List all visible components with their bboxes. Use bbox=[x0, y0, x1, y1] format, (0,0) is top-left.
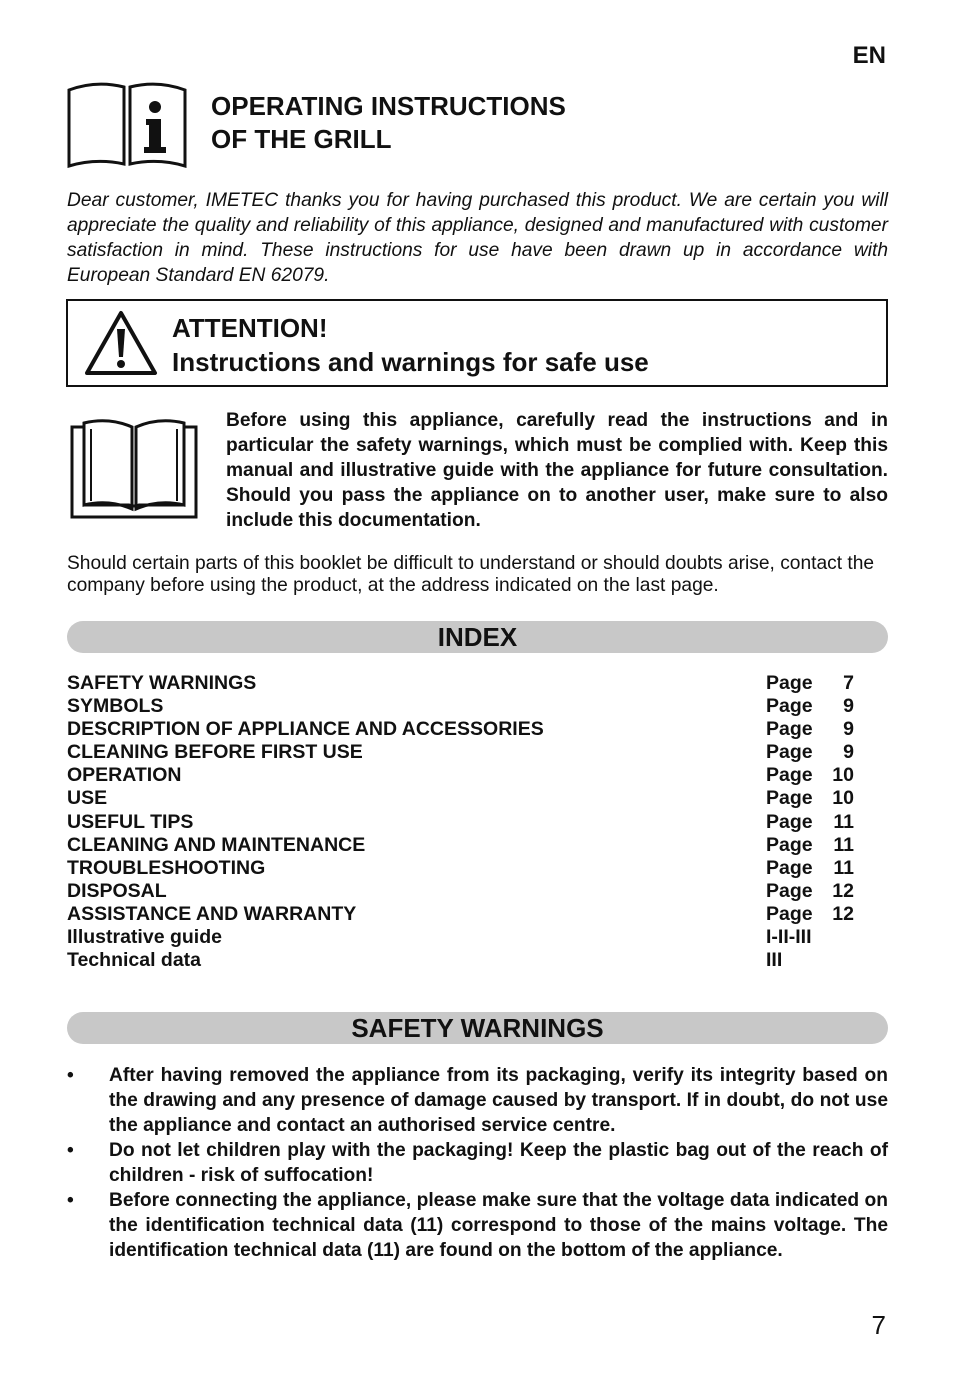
title-line-1: OPERATING INSTRUCTIONS bbox=[211, 91, 566, 121]
index-entry-page-number: 9 bbox=[843, 718, 854, 741]
index-row bbox=[67, 672, 867, 695]
index-entry-page-number: 11 bbox=[833, 833, 854, 856]
safety-warning-text: Do not let children play with the packaging! Keep the plastic bag out of the reach of children - risk of suffocation! bbox=[109, 1140, 888, 1186]
index-entry-title: USE bbox=[67, 787, 108, 810]
index-row bbox=[67, 857, 867, 880]
read-instructions-note: Before using this appliance, carefully read the instructions and in particular the safety warnings, which must be complied with. Keep this manual and illustrative guide with the appliance for future consultation. Should you pass the appliance on to another user, make sure to also include this documentation. bbox=[226, 410, 888, 531]
safety-warnings-heading: SAFETY WARNINGS bbox=[67, 1012, 888, 1044]
index-entry-page-label: I-II-III bbox=[766, 926, 812, 949]
index-entry-page-number: 9 bbox=[843, 741, 854, 764]
index-entry-page-label: Page bbox=[766, 833, 813, 856]
bullet-icon: • bbox=[67, 1065, 74, 1086]
index-entry-title: SYMBOLS bbox=[67, 695, 164, 718]
index-entry-page-label: Page bbox=[766, 902, 813, 925]
index-entry-page-label: III bbox=[766, 949, 783, 972]
index-entry-page-number: 11 bbox=[833, 810, 854, 833]
page-number: 7 bbox=[871, 1310, 886, 1340]
title-line-2: OF THE GRILL bbox=[211, 124, 392, 154]
attention-line-1: ATTENTION! bbox=[172, 313, 328, 343]
index-entry-page-label: Page bbox=[766, 810, 813, 833]
index-entry-page-label: Page bbox=[766, 695, 813, 718]
safety-warning-text: Before connecting the appliance, please make sure that the voltage data indicated on the identification technical data (11) correspond to those of the mains voltage. The identification technical data (11) are found on the bottom of the appliance. bbox=[109, 1190, 888, 1261]
index-row bbox=[67, 926, 867, 949]
index-entry-title: Technical data bbox=[67, 949, 202, 972]
index-entry-page-number: 10 bbox=[832, 787, 854, 810]
index-row bbox=[67, 695, 867, 718]
warning-triangle-icon bbox=[84, 309, 158, 377]
index-entry-page-label: Page bbox=[766, 741, 813, 764]
index-row bbox=[67, 903, 867, 926]
index-entry-title: DISPOSAL bbox=[67, 879, 167, 902]
index-row bbox=[67, 949, 867, 972]
index-row bbox=[67, 718, 867, 741]
index-heading: INDEX bbox=[67, 621, 888, 653]
open-book-icon bbox=[69, 419, 199, 519]
intro-paragraph: Dear customer, IMETEC thanks you for having purchased this product. We are certain you will appreciate the quality and reliability of this appliance, designed and manufactured with customer satisfaction in mind. These instructions for use have been drawn up in accordance with European Standard EN 62079. bbox=[67, 190, 888, 286]
index-row bbox=[67, 787, 867, 810]
index-entry-page-number: 12 bbox=[832, 879, 854, 902]
index-entry-page-number: 12 bbox=[832, 902, 854, 925]
safety-warning-item bbox=[67, 1063, 888, 1138]
page-title bbox=[211, 90, 566, 156]
index-entry-page-label: Page bbox=[766, 672, 813, 694]
index-entry-title: SAFETY WARNINGS bbox=[67, 672, 257, 694]
safety-warning-item bbox=[67, 1188, 888, 1263]
safety-warnings-list bbox=[67, 1063, 888, 1263]
index-row bbox=[67, 811, 867, 834]
index-entry-page-label: Page bbox=[766, 787, 813, 810]
attention-box bbox=[66, 299, 888, 387]
safety-warning-text: After having removed the appliance from its packaging, verify its integrity based on the drawing and any presence of damage caused by transport. If in doubt, do not use the appliance and contact an authorised service centre. bbox=[109, 1065, 888, 1136]
safety-warning-item bbox=[67, 1138, 888, 1188]
info-book-icon bbox=[66, 78, 188, 168]
index-entry-page-number: 7 bbox=[843, 672, 854, 694]
index-entry-page-label: Page bbox=[766, 764, 813, 787]
index-entry-title: ASSISTANCE AND WARRANTY bbox=[67, 902, 357, 925]
index-entry-page-label: Page bbox=[766, 879, 813, 902]
contact-note: Should certain parts of this booklet be difficult to understand or should doubts arise, contact the company before using the product, at the address indicated on the last page. bbox=[67, 553, 875, 596]
index-entry-page-label: Page bbox=[766, 718, 813, 741]
index-entry-title: OPERATION bbox=[67, 764, 182, 787]
index-row bbox=[67, 834, 867, 857]
index-entry-title: USEFUL TIPS bbox=[67, 810, 194, 833]
index-row bbox=[67, 880, 867, 903]
index-list bbox=[67, 672, 867, 972]
language-tag: EN bbox=[852, 42, 886, 69]
index-entry-page-number: 9 bbox=[843, 695, 854, 718]
bullet-icon: • bbox=[67, 1190, 74, 1211]
index-entry-title: CLEANING AND MAINTENANCE bbox=[67, 833, 366, 856]
index-entry-title: DESCRIPTION OF APPLIANCE AND ACCESSORIES bbox=[67, 718, 544, 741]
index-entry-title: TROUBLESHOOTING bbox=[67, 856, 266, 879]
index-entry-title: Illustrative guide bbox=[67, 926, 222, 949]
index-row bbox=[67, 741, 867, 764]
attention-line-2: Instructions and warnings for safe use bbox=[172, 347, 649, 377]
index-entry-page-number: 11 bbox=[833, 856, 854, 879]
index-entry-title: CLEANING BEFORE FIRST USE bbox=[67, 741, 363, 764]
index-row bbox=[67, 764, 867, 787]
bullet-icon: • bbox=[67, 1140, 74, 1161]
index-entry-page-label: Page bbox=[766, 856, 813, 879]
index-entry-page-number: 10 bbox=[832, 764, 854, 787]
attention-heading bbox=[172, 311, 649, 379]
